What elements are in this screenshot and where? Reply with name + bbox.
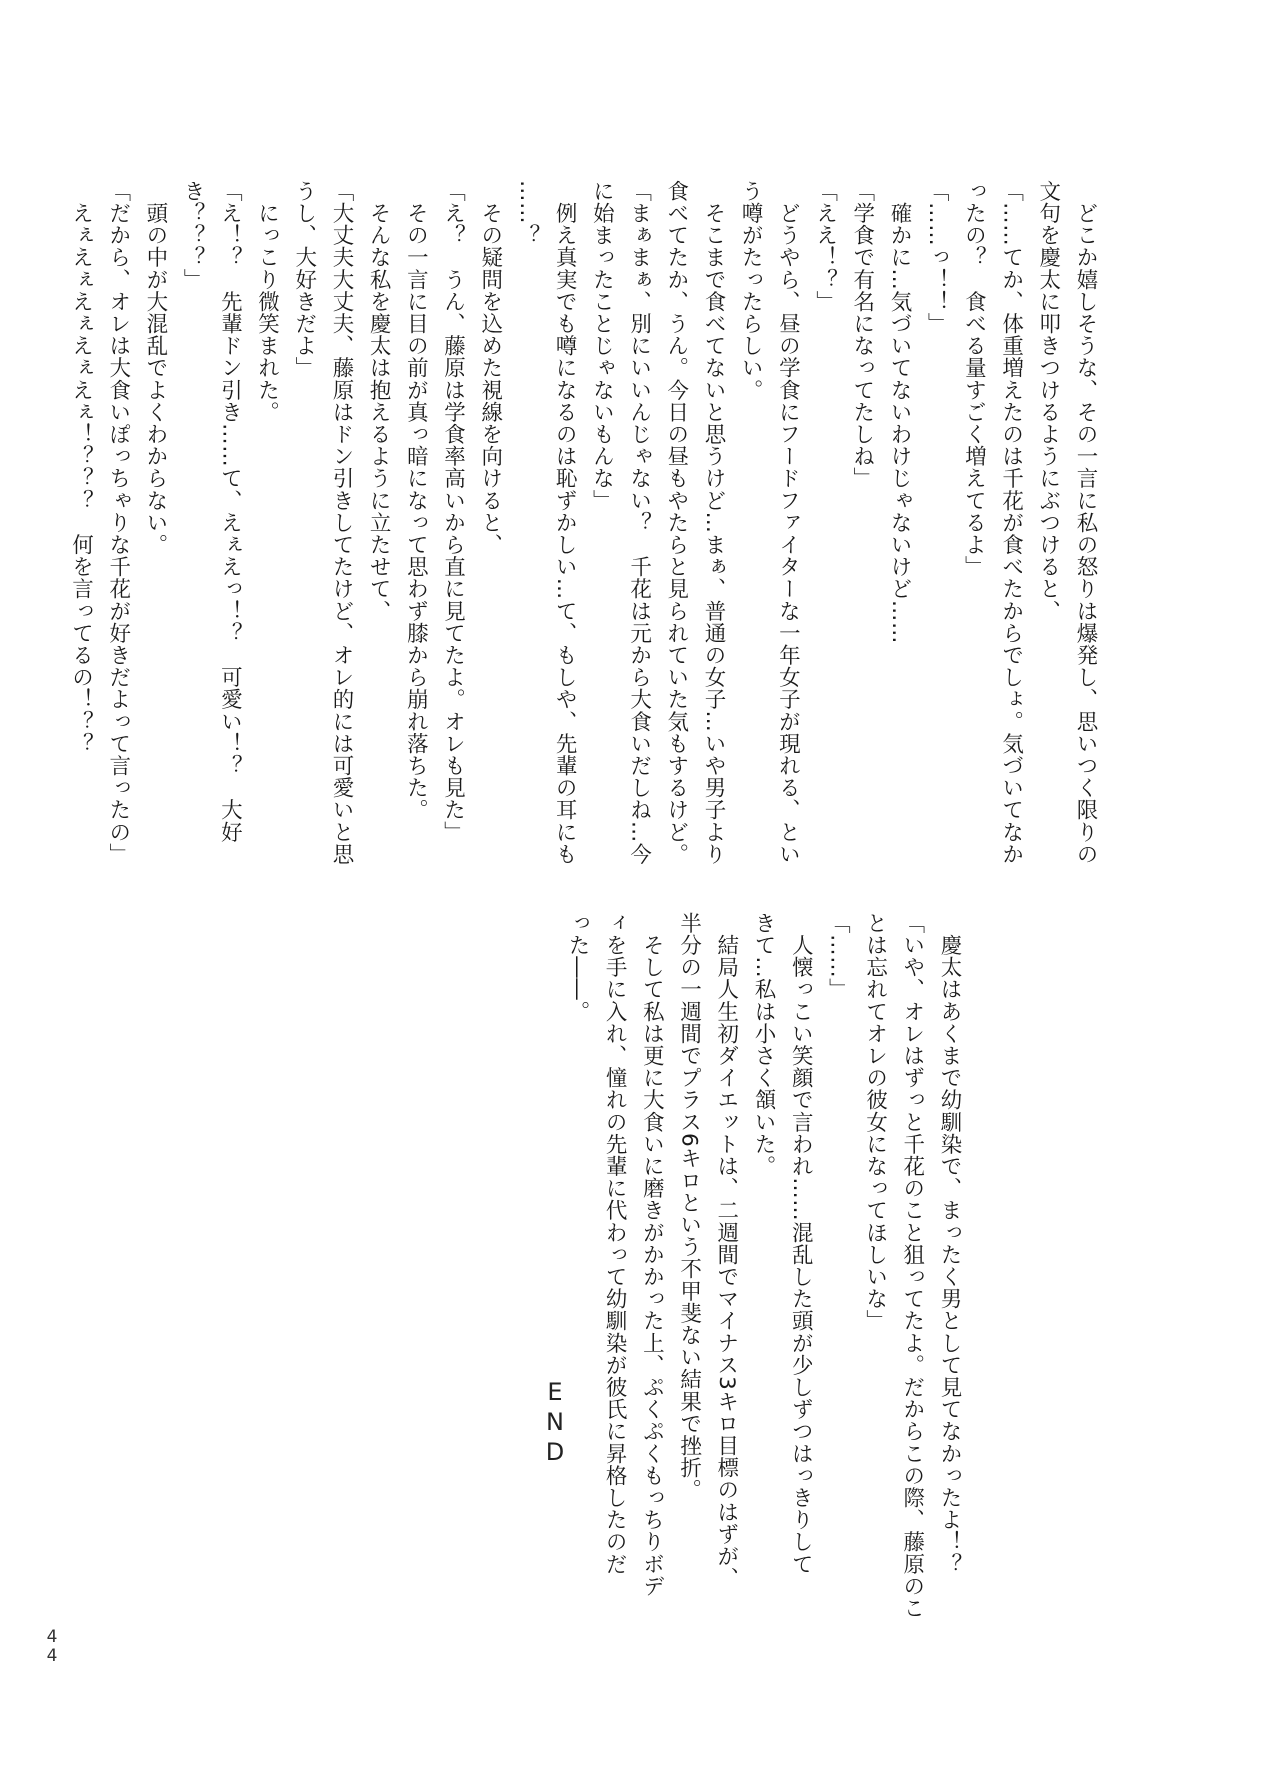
text-line: その疑問を込めた視線を向けると、 (477, 180, 503, 556)
text-line: にっこり微笑まれた。 (254, 180, 280, 424)
text-line: そして私は更に大食いに磨きがかかった上、ぷくぷくもっちりボデ (639, 912, 665, 1598)
text-line: 「いや、オレはずっと千花のこと狙ってたよ。だからこの際、藤原のこ (899, 912, 925, 1620)
text-line: 「だから、オレは大食いぽっちゃりな千花が好きだよって言ったの」 (105, 180, 131, 866)
text-line: 食べてたか、うん。今日の昼もやたらと見られていた気もするけど。 (663, 180, 689, 866)
text-line: 「まぁまぁ、別にいいんじゃない？ 千花は元から大食いだしね…今 (626, 180, 652, 866)
text-line: 半分の一週間でプラス6キロという不甲斐ない結果で挫折。 (676, 912, 702, 1501)
text-line: 例え真実でも噂になるのは恥ずかしい…て、もしや、先輩の耳にも (552, 180, 578, 866)
text-line: どうやら、昼の学食にフードファイターな一年女子が現れる、とい (775, 180, 801, 866)
text-line: 人懐っこい笑顔で言われ……混乱した頭が少しずつはっきりして (788, 912, 814, 1575)
text-line: 「……てか、体重増えたのは千花が食べたからでしょ。気づいてなか (998, 180, 1024, 866)
text-line: ったの？ 食べる量すごく増えてるよ」 (961, 180, 987, 578)
text-line: う噂がたったらしい。 (738, 180, 764, 401)
text-line: とは忘れてオレの彼女になってほしいな」 (862, 912, 888, 1332)
page-number: 44 (46, 1627, 58, 1666)
text-line: そこまで食べてないと思うけど…まぁ、普通の女子…いや男子より (700, 180, 726, 866)
text-line: 「え？ うん、藤原は学食率高いから直に見てたよ。オレも見た」 (440, 180, 466, 843)
text-line: き？？？」 (180, 180, 206, 291)
text-line: どこか嬉しそうな、その一言に私の怒りは爆発し、思いつく限りの (1073, 180, 1098, 866)
lower-text-block (559, 912, 968, 1620)
text-line: 「ええ！？」 (812, 180, 838, 313)
text-line: 「学食で有名になってたしね」 (849, 180, 875, 490)
text-line: に始まったことじゃないもんな」 (589, 180, 615, 512)
text-line: きて…私は小さく頷いた。 (750, 912, 776, 1178)
text-line: 「え！？ 先輩ドン引き……て、えぇえっ！？ 可愛い！？ 大好 (217, 180, 243, 843)
text-line: 慶太はあくまで幼馴染で、まったく男として見てなかったよ！？ (937, 912, 962, 1575)
text-line: 文句を慶太に叩きつけるようにぶつけると、 (1035, 180, 1061, 622)
text-line: そんな私を慶太は抱えるように立たせて、 (366, 180, 392, 622)
upper-text-block (62, 180, 1104, 866)
text-line: その一言に目の前が真っ暗になって思わず膝から崩れ落ちた。 (403, 180, 429, 821)
text-line: 「……っ！！」 (924, 180, 950, 335)
text-line: った――。 (564, 912, 590, 1023)
text-line: 「……」 (825, 912, 851, 1001)
text-line: うし、大好きだよ」 (291, 180, 317, 379)
text-line: ィを手に入れ、憧れの先輩に代わって幼馴染が彼氏に昇格したのだ (602, 912, 628, 1575)
end-mark: END (541, 1378, 569, 1468)
text-line: 結局人生初ダイエットは、二週間でマイナス3キロ目標のはずが、 (713, 912, 739, 1590)
text-line: えぇえぇえぇえぇえぇ！？？？ 何を言ってるの！？？ (68, 180, 94, 755)
text-line: 「大丈夫大丈夫、藤原はドン引きしてたけど、オレ的には可愛いと思 (328, 180, 354, 866)
text-line: 頭の中が大混乱でよくわからない。 (142, 180, 168, 556)
text-line: 確かに…気づいてないわけじゃないけど…… (886, 180, 912, 645)
text-line: ……？ (514, 180, 540, 247)
